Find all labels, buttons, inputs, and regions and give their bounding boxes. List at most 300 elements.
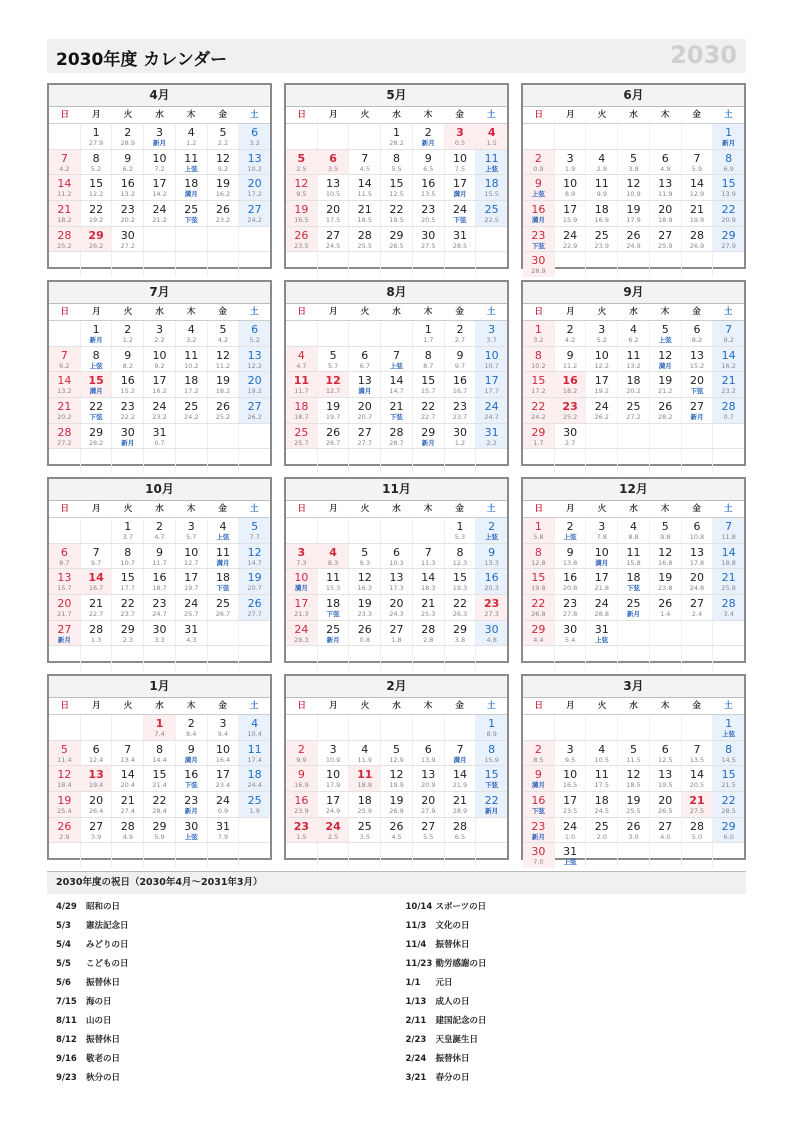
day-cell (208, 544, 240, 569)
moon-age: 28.5 (721, 807, 736, 816)
moon-age: 23.9 (294, 807, 309, 816)
day-cell (682, 792, 714, 817)
month-title: 9月 (523, 282, 744, 304)
moon-age: 5.2 (249, 336, 260, 344)
day-cell (445, 818, 477, 843)
day-number: 6 (424, 742, 432, 756)
moon-age: 6.2 (628, 336, 639, 344)
day-number: 26 (626, 819, 641, 833)
day-cell (682, 646, 714, 671)
day-number: 2 (124, 323, 132, 336)
day-number: 8 (488, 742, 496, 756)
weekday-header (523, 304, 744, 321)
week-row (49, 595, 270, 621)
day-number: 25 (215, 597, 230, 611)
holiday-date: 10/14 (405, 902, 433, 912)
day-cell (208, 347, 240, 372)
day-cell (523, 124, 555, 149)
day-number: 19 (247, 571, 262, 585)
day-number: 5 (60, 742, 68, 756)
day-cell (586, 424, 618, 449)
day-number: 8 (156, 742, 164, 756)
day-cell (381, 175, 413, 200)
moon-age: 1.7 (423, 336, 434, 344)
day-number: 10 (326, 768, 341, 782)
day-number: 22 (531, 400, 546, 414)
weekday-label: 金 (692, 504, 701, 514)
day-cell (81, 766, 113, 791)
day-number: 3 (488, 323, 496, 336)
moon-age: 23.5 (294, 241, 309, 250)
week-row (286, 321, 507, 347)
moon-phase-label: 満月 (184, 755, 198, 764)
moon-age: 24.7 (484, 413, 499, 422)
day-number: 18 (215, 571, 230, 585)
month-calendar (284, 83, 509, 269)
moon-age: 9.7 (90, 558, 102, 567)
moon-age: 27.5 (689, 807, 705, 816)
moon-age: 8.2 (122, 361, 133, 370)
day-cell (49, 646, 81, 671)
day-cell (713, 843, 744, 868)
moon-age: 11.2 (215, 361, 231, 370)
day-number: 1 (92, 126, 100, 139)
moon-age: 17.8 (689, 558, 705, 567)
day-number: 15 (152, 768, 167, 782)
day-number: 4 (598, 151, 606, 165)
moon-age: 1.2 (122, 336, 133, 344)
day-number: 15 (452, 571, 467, 585)
moon-phase-label: 上弦 (722, 730, 736, 738)
moon-age: 26.8 (531, 610, 546, 619)
day-number: 8 (534, 348, 542, 362)
day-number: 3 (566, 151, 574, 165)
holiday-item (406, 955, 747, 974)
day-cell (176, 175, 208, 200)
moon-age: 8.8 (628, 533, 639, 541)
day-number: 2 (187, 717, 195, 730)
day-number: 4 (598, 742, 606, 756)
moon-age: 6.7 (359, 361, 370, 370)
moon-age: 18.7 (294, 413, 309, 422)
day-number: 6 (661, 151, 669, 165)
moon-age: 14.7 (389, 387, 404, 396)
day-number: 19 (389, 794, 404, 808)
page-header (47, 39, 746, 73)
day-number: 22 (120, 597, 135, 611)
day-number: 18 (247, 768, 262, 782)
moon-age: 16.4 (215, 755, 231, 764)
weekday-header (286, 698, 507, 715)
day-number: 3 (297, 545, 306, 559)
day-cell (318, 124, 350, 149)
day-cell (286, 646, 318, 671)
week-row (49, 252, 270, 277)
month-title: 12月 (523, 479, 744, 501)
year-watermark: 2030 (670, 41, 737, 69)
holiday-date: 8/12 (56, 1035, 77, 1045)
moon-age: 25.2 (562, 413, 578, 422)
day-cell (445, 175, 477, 200)
day-number: 6 (693, 520, 701, 533)
day-cell (349, 518, 381, 543)
day-cell (555, 424, 587, 449)
moon-age: 21.5 (721, 781, 736, 790)
day-cell (650, 595, 682, 620)
day-cell (49, 843, 81, 868)
day-number: 9 (566, 545, 574, 559)
day-cell (586, 201, 618, 226)
day-number: 17 (326, 794, 341, 808)
day-cell (713, 347, 744, 372)
moon-age: 20.9 (721, 216, 736, 225)
day-number: 7 (456, 742, 464, 756)
moon-phase-label: 上弦 (531, 190, 545, 199)
moon-age: 20.5 (420, 216, 436, 225)
day-cell (208, 449, 240, 474)
moon-age: 1.9 (249, 807, 260, 816)
moon-age: 20.7 (247, 584, 262, 593)
moon-age: 27.4 (120, 807, 136, 816)
day-number: 9 (124, 348, 132, 362)
day-number: 14 (88, 571, 104, 585)
day-cell (318, 595, 350, 620)
day-number: 20 (389, 597, 404, 611)
day-cell (618, 818, 650, 843)
day-cell (112, 646, 144, 671)
day-cell (413, 569, 445, 594)
day-number: 9 (124, 151, 132, 165)
weekday-label: 月 (329, 504, 338, 514)
moon-age: 22.2 (120, 413, 136, 422)
day-number: 12 (658, 348, 673, 362)
day-cell (239, 843, 270, 868)
day-cell (239, 201, 270, 226)
day-cell (286, 569, 318, 594)
weekday-label: 月 (329, 307, 338, 317)
day-number: 9 (534, 177, 542, 191)
weekday-label: 水 (629, 504, 638, 514)
moon-age: 2.5 (296, 164, 307, 173)
day-number: 13 (247, 348, 262, 362)
moon-age: 4.7 (296, 361, 307, 370)
day-cell (286, 518, 318, 543)
day-cell (523, 544, 555, 569)
day-cell (49, 621, 81, 646)
week-row (49, 321, 270, 347)
week-row (49, 843, 270, 868)
weekday-label: 火 (360, 110, 370, 120)
weekday-label: 金 (692, 307, 701, 317)
moon-phase-label: 新月 (690, 413, 704, 422)
day-number: 17 (594, 571, 609, 585)
day-cell (286, 449, 318, 474)
day-cell (208, 569, 240, 594)
moon-age: 11.3 (420, 558, 436, 567)
day-cell (112, 595, 144, 620)
day-cell (81, 544, 113, 569)
day-cell (618, 569, 650, 594)
moon-phase-label: 下弦 (216, 584, 230, 593)
weekday-label: 木 (660, 307, 670, 317)
day-cell (239, 150, 270, 175)
day-cell (318, 741, 350, 766)
day-cell (176, 201, 208, 226)
day-cell (523, 715, 555, 740)
day-number: 29 (721, 228, 736, 242)
month-weeks (523, 715, 744, 868)
day-number: 6 (92, 742, 100, 756)
moon-age: 4.9 (660, 164, 671, 173)
day-number: 1 (725, 717, 733, 730)
page-title: 2030年度 カレンダー (56, 50, 228, 70)
day-cell (286, 766, 318, 791)
day-cell (176, 398, 208, 423)
day-cell (682, 347, 714, 372)
moon-age: 11.8 (721, 533, 736, 541)
weekday-label: 木 (186, 307, 196, 317)
week-row (523, 449, 744, 474)
week-row (49, 424, 270, 450)
moon-age: 2.5 (327, 832, 339, 841)
day-cell (413, 252, 445, 277)
week-row (49, 449, 270, 474)
week-row (286, 621, 507, 647)
moon-age: 5.9 (691, 164, 703, 173)
weekday-label: 日 (534, 110, 544, 120)
holiday-date: 8/11 (56, 1016, 77, 1026)
day-cell (49, 792, 81, 817)
day-cell (112, 252, 144, 277)
day-cell (208, 646, 240, 671)
day-number: 28 (57, 425, 72, 439)
day-number: 28 (89, 622, 104, 636)
moon-age: 4.0 (660, 832, 671, 841)
moon-age: 28.9 (120, 139, 136, 147)
weekday-label: 月 (92, 701, 101, 711)
moon-age: 5.7 (186, 533, 197, 541)
holiday-item (56, 1012, 397, 1031)
day-cell (650, 792, 682, 817)
day-cell (349, 544, 381, 569)
day-cell (650, 321, 682, 346)
week-row (286, 741, 507, 767)
day-cell (318, 715, 350, 740)
day-number: 17 (294, 597, 309, 611)
day-number: 16 (452, 374, 467, 388)
week-row (523, 715, 744, 741)
day-number: 29 (531, 622, 546, 636)
day-number: 1 (124, 520, 132, 533)
moon-age: 3.2 (249, 139, 260, 147)
day-cell (523, 741, 555, 766)
moon-age: 19.7 (325, 413, 341, 422)
day-number: 11 (357, 768, 373, 782)
day-number: 7 (693, 742, 701, 756)
weekday-label: 木 (423, 110, 433, 120)
moon-age: 19.2 (247, 387, 262, 396)
moon-age: 22.5 (484, 216, 499, 225)
day-cell (144, 227, 176, 252)
day-number: 5 (251, 520, 259, 533)
day-cell (286, 818, 318, 843)
day-number: 5 (630, 151, 638, 165)
day-cell (445, 595, 477, 620)
weekday-label: 水 (392, 110, 401, 120)
day-cell (586, 766, 618, 791)
day-cell (112, 843, 144, 868)
moon-phase-label: 新月 (121, 438, 135, 447)
day-cell (682, 321, 714, 346)
day-number: 28 (721, 597, 736, 611)
day-cell (476, 150, 507, 175)
weekday-label: 木 (423, 307, 433, 317)
day-number: 20 (247, 374, 262, 388)
day-cell (381, 569, 413, 594)
day-cell (144, 715, 176, 740)
day-cell (208, 150, 240, 175)
day-cell (523, 818, 555, 843)
week-row (49, 372, 270, 398)
moon-age: 25.3 (420, 610, 436, 619)
day-cell (476, 347, 507, 372)
month-weeks (523, 518, 744, 671)
day-cell (144, 646, 176, 671)
day-number: 13 (658, 768, 673, 782)
moon-age: 1.0 (564, 832, 576, 841)
day-number: 27 (89, 819, 104, 833)
day-number: 31 (452, 228, 467, 242)
weekday-label: 水 (629, 110, 638, 120)
weekday-header (286, 107, 507, 124)
day-cell (176, 372, 208, 397)
moon-age: 16.2 (152, 387, 167, 396)
moon-age: 3.2 (186, 336, 197, 344)
day-number: 5 (393, 742, 401, 756)
moon-age: 17.7 (120, 584, 136, 593)
day-cell (208, 715, 240, 740)
weekday-label: 土 (250, 701, 259, 711)
moon-age: 26.2 (88, 241, 104, 250)
day-number: 10 (294, 571, 309, 585)
weekday-header (523, 698, 744, 715)
moon-age: 26.9 (689, 241, 705, 250)
day-cell (49, 252, 81, 277)
day-cell (682, 569, 714, 594)
weekday-label: 日 (297, 504, 307, 514)
holiday-date: 9/16 (56, 1054, 77, 1064)
day-number: 12 (57, 768, 72, 782)
day-cell (618, 201, 650, 226)
day-cell (445, 741, 477, 766)
month-calendar (521, 280, 746, 466)
day-number: 20 (326, 203, 341, 217)
day-number: 2 (534, 742, 542, 756)
day-cell (381, 347, 413, 372)
day-number: 9 (187, 742, 195, 756)
moon-age: 27.2 (57, 438, 72, 447)
day-number: 18 (484, 177, 499, 191)
day-number: 21 (57, 203, 72, 217)
day-cell (618, 766, 650, 791)
day-cell (413, 321, 445, 346)
day-cell (476, 398, 507, 423)
weekday-header (286, 501, 507, 518)
moon-age: 5.8 (533, 533, 544, 541)
moon-age: 1.8 (391, 635, 402, 644)
week-row (49, 227, 270, 253)
moon-age: 17.3 (389, 584, 404, 593)
month-weeks (286, 321, 507, 474)
moon-age: 25.8 (721, 584, 736, 593)
moon-age: 20.7 (357, 413, 373, 422)
day-number: 6 (693, 323, 701, 336)
day-cell (586, 372, 618, 397)
moon-phase-label: 新月 (89, 336, 103, 344)
day-number: 28 (357, 228, 372, 242)
day-number: 7 (693, 151, 701, 165)
moon-age: 10.3 (389, 558, 404, 567)
moon-age: 12.3 (452, 558, 468, 567)
day-cell (586, 843, 618, 868)
day-number: 21 (357, 203, 372, 217)
day-cell (239, 321, 270, 346)
week-row (523, 621, 744, 647)
day-cell (555, 621, 587, 646)
weekday-label: 火 (360, 504, 370, 514)
day-number: 12 (389, 768, 404, 782)
moon-age: 19.2 (88, 216, 104, 225)
moon-age: 24.2 (531, 413, 546, 422)
moon-age: 1.5 (296, 832, 307, 841)
weekday-header (523, 501, 744, 518)
day-number: 9 (566, 348, 574, 362)
day-cell (49, 544, 81, 569)
holiday-item (56, 1069, 397, 1088)
day-cell (445, 372, 477, 397)
moon-age: 20.4 (120, 781, 136, 790)
day-cell (476, 424, 507, 449)
moon-phase-label: 満月 (358, 387, 372, 396)
day-number: 26 (658, 400, 673, 414)
moon-age: 25.5 (357, 241, 373, 250)
moon-age: 27.3 (484, 610, 499, 619)
moon-age: 11.5 (626, 755, 641, 764)
day-number: 26 (626, 228, 641, 242)
day-cell (413, 347, 445, 372)
day-cell (713, 518, 744, 543)
day-cell (81, 518, 113, 543)
moon-age: 20.8 (562, 584, 578, 593)
moon-age: 6.0 (723, 832, 734, 841)
day-number: 14 (357, 177, 372, 191)
day-cell (413, 818, 445, 843)
day-number: 21 (689, 794, 705, 808)
day-cell (112, 321, 144, 346)
weekday-label: 月 (92, 307, 101, 317)
day-number: 20 (357, 400, 372, 414)
day-cell (618, 227, 650, 252)
day-cell (49, 175, 81, 200)
moon-age: 9.7 (454, 361, 466, 370)
day-number: 14 (57, 177, 72, 191)
holiday-name: 海の日 (85, 997, 112, 1007)
day-cell (476, 544, 507, 569)
holiday-name: みどりの日 (85, 940, 129, 950)
day-cell (49, 741, 81, 766)
day-number: 22 (89, 203, 104, 217)
week-row (286, 201, 507, 227)
